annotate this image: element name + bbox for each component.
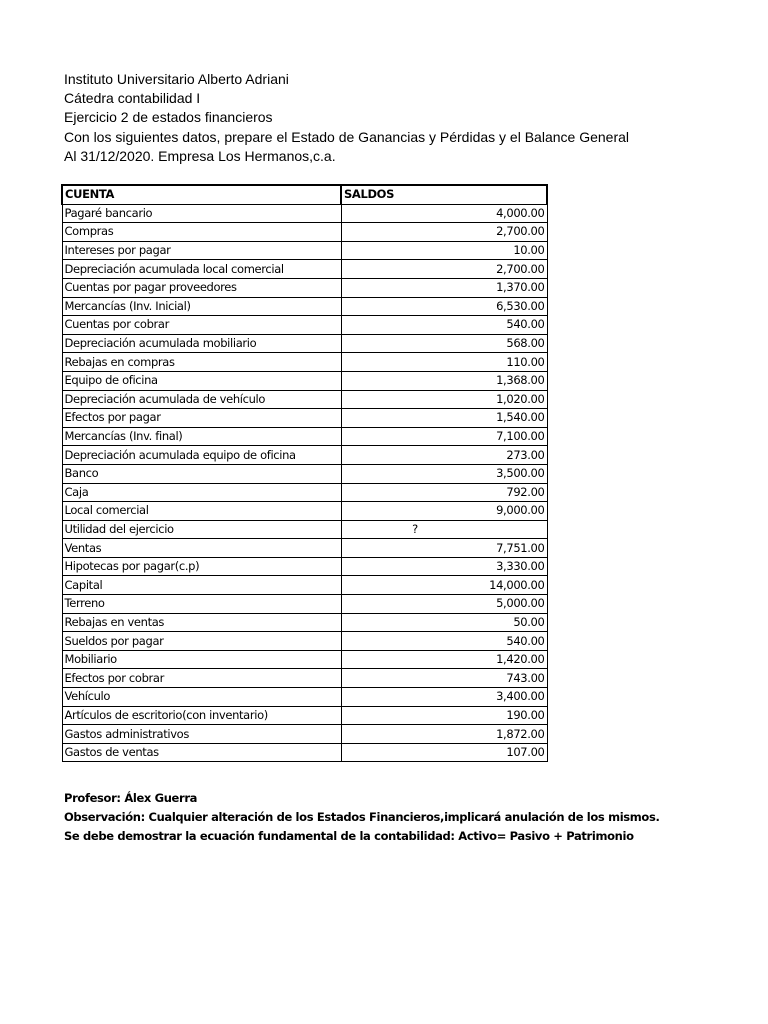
account-name-cell: Rebajas en compras <box>62 353 341 372</box>
account-name-cell: Hipotecas por pagar(c.p) <box>62 557 341 576</box>
table-row <box>62 520 547 539</box>
accounting-equation-note: Se debe demostrar la ecuación fundamental de la contabilidad: Activo= Pasivo + Patrimonio <box>64 829 634 843</box>
exercise-instructions: Con los siguientes datos, prepare el Estado de Ganancias y Pérdidas y el Balance General <box>64 128 630 145</box>
table-row <box>62 241 547 260</box>
table-row <box>62 557 547 576</box>
balance-cell: 743.00 <box>341 669 547 688</box>
balance-cell: 1,020.00 <box>341 390 547 409</box>
account-name-cell: Caja <box>62 483 341 502</box>
account-name-cell: Vehículo <box>62 688 341 707</box>
column-header-balance: SALDOS <box>341 185 547 204</box>
account-name-cell: Depreciación acumulada de vehículo <box>62 390 341 409</box>
balance-cell: 5,000.00 <box>341 595 547 614</box>
balance-cell: 2,700.00 <box>341 260 547 279</box>
table-row <box>62 632 547 651</box>
balance-cell: 190.00 <box>341 706 547 725</box>
account-name-cell: Banco <box>62 464 341 483</box>
balance-cell: 10.00 <box>341 241 547 260</box>
balance-cell: 6,530.00 <box>341 297 547 316</box>
account-name-cell: Mercancías (Inv. Inicial) <box>62 297 341 316</box>
accounts-table <box>61 184 548 762</box>
table-row <box>62 204 547 223</box>
account-name-cell: Cuentas por cobrar <box>62 316 341 335</box>
institution-name: Instituto Universitario Alberto Adriani <box>64 71 289 87</box>
exercise-title: Ejercicio 2 de estados financieros <box>64 109 273 126</box>
balance-cell: 7,100.00 <box>341 427 547 446</box>
balance-cell: 1,370.00 <box>341 278 547 297</box>
balance-cell: 568.00 <box>341 334 547 353</box>
table-row <box>62 669 547 688</box>
account-name-cell: Gastos de ventas <box>62 743 341 762</box>
course-name: Cátedra contabilidad I <box>64 90 201 107</box>
table-row <box>62 353 547 372</box>
account-name-cell: Sueldos por pagar <box>62 632 341 651</box>
account-name-cell: Compras <box>62 223 341 242</box>
account-name-cell: Ventas <box>62 539 341 558</box>
balance-cell: 7,751.00 <box>341 539 547 558</box>
table-row <box>62 743 547 762</box>
account-name-cell: Utilidad del ejercicio <box>62 520 341 539</box>
balance-cell: 50.00 <box>341 613 547 632</box>
table-row <box>62 427 547 446</box>
account-name-cell: Local comercial <box>62 502 341 521</box>
balance-cell: 3,400.00 <box>341 688 547 707</box>
balance-cell: 3,330.00 <box>341 557 547 576</box>
table-row <box>62 223 547 242</box>
account-name-cell: Capital <box>62 576 341 595</box>
table-row <box>62 464 547 483</box>
professor-name: Profesor: Álex Guerra <box>64 791 198 805</box>
table-row <box>62 502 547 521</box>
account-name-cell: Mercancías (Inv. final) <box>62 427 341 446</box>
table-row <box>62 613 547 632</box>
balance-cell: 540.00 <box>341 316 547 335</box>
table-row <box>62 334 547 353</box>
balance-cell: 110.00 <box>341 353 547 372</box>
balance-cell: ? <box>341 520 547 539</box>
table-row <box>62 725 547 744</box>
balance-cell: 540.00 <box>341 632 547 651</box>
account-name-cell: Depreciación acumulada mobiliario <box>62 334 341 353</box>
account-name-cell: Efectos por pagar <box>62 409 341 428</box>
table-row <box>62 650 547 669</box>
table-row <box>62 446 547 465</box>
observation-note: Observación: Cualquier alteración de los Estados Financieros,implicará anulación de los mismos. <box>64 810 660 824</box>
account-name-cell: Artículos de escritorio(con inventario) <box>62 706 341 725</box>
exercise-date-company: Al 31/12/2020. Empresa Los Hermanos,c.a. <box>64 147 336 164</box>
table-row <box>62 576 547 595</box>
account-name-cell: Cuentas por pagar proveedores <box>62 278 341 297</box>
table-header-row <box>62 185 547 204</box>
column-header-account: CUENTA <box>62 185 341 204</box>
balance-cell: 2,700.00 <box>341 223 547 242</box>
balance-cell: 792.00 <box>341 483 547 502</box>
table-row <box>62 595 547 614</box>
balance-cell: 4,000.00 <box>341 204 547 223</box>
account-name-cell: Efectos por cobrar <box>62 669 341 688</box>
table-row <box>62 390 547 409</box>
balance-cell: 3,500.00 <box>341 464 547 483</box>
balance-cell: 14,000.00 <box>341 576 547 595</box>
account-name-cell: Equipo de oficina <box>62 371 341 390</box>
table-row <box>62 297 547 316</box>
balance-cell: 1,368.00 <box>341 371 547 390</box>
account-name-cell: Rebajas en ventas <box>62 613 341 632</box>
table-row <box>62 706 547 725</box>
account-name-cell: Gastos administrativos <box>62 725 341 744</box>
table-row <box>62 278 547 297</box>
account-name-cell: Depreciación acumulada equipo de oficina <box>62 446 341 465</box>
table-row <box>62 316 547 335</box>
balance-cell: 273.00 <box>341 446 547 465</box>
balance-cell: 107.00 <box>341 743 547 762</box>
document-footer <box>64 789 660 846</box>
account-name-cell: Pagaré bancario <box>62 204 341 223</box>
table-row <box>62 260 547 279</box>
table-row <box>62 483 547 502</box>
account-name-cell: Mobiliario <box>62 650 341 669</box>
document-header <box>64 70 629 166</box>
balance-cell: 1,872.00 <box>341 725 547 744</box>
account-name-cell: Depreciación acumulada local comercial <box>62 260 341 279</box>
table-row <box>62 539 547 558</box>
table-row <box>62 409 547 428</box>
account-name-cell: Intereses por pagar <box>62 241 341 260</box>
table-row <box>62 688 547 707</box>
balance-cell: 1,540.00 <box>341 409 547 428</box>
account-name-cell: Terreno <box>62 595 341 614</box>
balance-cell: 9,000.00 <box>341 502 547 521</box>
balance-cell: 1,420.00 <box>341 650 547 669</box>
table-row <box>62 371 547 390</box>
